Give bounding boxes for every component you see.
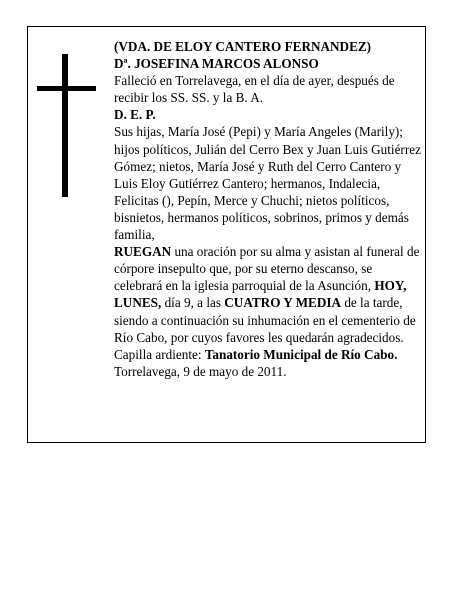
place-date: Torrelavega, 9 de mayo de 2011. bbox=[114, 363, 287, 379]
funeral-time: CUATRO Y MEDIA bbox=[224, 295, 342, 311]
dep-line: D. E. P. bbox=[114, 107, 156, 123]
death-announcement: Falleció en Torrelavega, en el día de ayer, después de recibir los SS. SS. y la B. A. bbox=[114, 73, 395, 106]
funeral-details bbox=[114, 243, 422, 363]
prayer-request: una oración por su alma y asistan al funeral de córpore insepulto que, por su eterno descanso, se celebrará en la iglesia parroquial de la Asunción, bbox=[114, 244, 420, 294]
cross-horizontal-bar bbox=[37, 86, 96, 91]
funeral-day-number: día 9, a las bbox=[161, 295, 225, 311]
ruegan-word: RUEGAN bbox=[114, 244, 172, 260]
obituary-text bbox=[114, 38, 422, 380]
family-list: Sus hijas, María José (Pepi) y María Angeles (Marily); hijos políticos, Julián del Cerro Bex y Juan Luis Gutiérrez Gómez; nietos, María José y Ruth del Cerro Cantero y Luis Eloy Gutiérrez Cantero; hermanos, Indalecia, Felicitas (), Pepín, Merce y Chuchi; nietos políticos, bisnietos, hermanos políticos, sobrinos, primos y demás familia, bbox=[114, 124, 421, 243]
burial-text: de la tarde, siendo a continuación su inhumación en el cementerio de Río Cabo, por cuyos favores les quedarán agradecidos. Capilla ardiente: bbox=[114, 295, 416, 362]
chapel-name: Tanatorio Municipal de Río Cabo. bbox=[204, 346, 398, 362]
widow-line: (VDA. DE ELOY CANTERO FERNANDEZ) bbox=[114, 39, 372, 54]
cross-vertical-bar bbox=[62, 54, 68, 197]
funeral-day: HOY, LUNES, bbox=[114, 278, 407, 311]
deceased-name: Dª. JOSEFINA MARCOS ALONSO bbox=[114, 56, 319, 72]
